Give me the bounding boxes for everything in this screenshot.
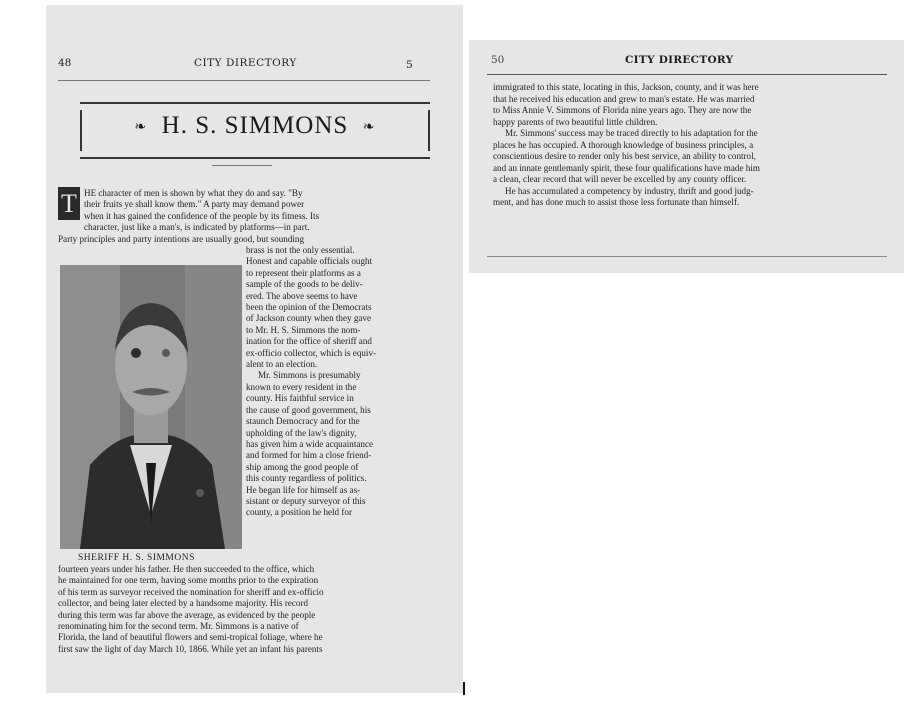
text-line: sistant or deputy surveyor of this: [246, 495, 366, 506]
text-line: ered. The above seems to have: [246, 290, 358, 301]
text-line: of his term as surveyor received the nomination for sheriff and ex-officio: [58, 586, 324, 597]
text-line: brass is not the only essential.: [246, 245, 355, 255]
left-page-number: 48: [58, 57, 72, 69]
title-underline: [212, 165, 272, 166]
cursor-mark: [463, 682, 465, 695]
text-line: to Mr. H. S. Simmons the nom-: [246, 324, 361, 335]
text-line: that he received his education and grew to man's estate. He was married: [493, 93, 755, 104]
text-line: first saw the light of day March 10, 1866. While yet an infant his parents: [58, 643, 323, 654]
left-corner-mark: 5: [406, 59, 413, 71]
text-line: been the opinion of the Democrats: [246, 302, 372, 313]
left-page: [46, 5, 463, 693]
text-line: and formed for him a close friend-: [246, 450, 372, 461]
right-page-number: 50: [491, 54, 505, 66]
right-ornament-icon: ❧: [362, 119, 376, 135]
title-box: [80, 102, 430, 159]
right-running-head: CITY DIRECTORY: [625, 54, 734, 66]
text-line: ment, and has done much to assist those less fortunate than himself.: [493, 197, 740, 207]
right-page-text: [493, 82, 887, 209]
text-line: county. His faithful service in: [246, 393, 354, 404]
photo-caption: SHERIFF H. S. SIMMONS: [78, 553, 195, 563]
text-line: renominating him for the second term. Mr. Simmons is a native of: [58, 621, 299, 632]
text-line: the cause of good government, his: [246, 404, 371, 415]
text-line: to represent their platforms as a: [246, 267, 361, 278]
text-line: happy parents of two beautiful little children.: [493, 116, 658, 127]
drop-cap: T: [58, 187, 80, 220]
text-line: conscientious desire to render only his best service, an ability to control,: [493, 151, 756, 161]
text-line: county, a position he held for: [246, 507, 352, 518]
text-line: ship among the good people of: [246, 461, 359, 472]
text-line: a clean, clear record that will never be excelled by any county officer.: [493, 174, 747, 184]
header-rule: [58, 80, 430, 81]
text-line: Mr. Simmons' success may be traced directly to his adaptation for the: [505, 128, 758, 138]
text-line: of Jackson county when they gave: [246, 313, 372, 324]
text-line: He has accumulated a competency by industry, thrift and good judg-: [505, 185, 754, 196]
article-title: [80, 112, 430, 140]
intro-paragraph: [58, 188, 430, 245]
portrait-image: [60, 265, 242, 549]
text-line: character, just like a man's, is indicated by platforms—in part.: [84, 222, 310, 233]
text-line: sample of the goods to be deliv-: [246, 279, 363, 290]
text-line: to Miss Annie V. Simmons of Florida nine years ago. They are now the: [493, 105, 752, 115]
text-line: ex-officio collector, which is equiv-: [246, 347, 377, 358]
text-line: Party principles and party intentions are usually good, but sounding: [58, 233, 304, 244]
text-line: immigrated to this state, locating in this, Jackson, county, and it was here: [493, 82, 759, 92]
text-line: Honest and capable officials ought: [246, 256, 373, 267]
bottom-paragraph: [58, 564, 430, 655]
text-line: he maintained for one term, having some months prior to the expiration: [58, 575, 319, 586]
text-line: Florida, the land of beautiful flowers and semi-tropical foliage, where he: [58, 632, 323, 643]
text-line: fourteen years under his father. He then succeeded to the office, which: [58, 564, 315, 574]
left-ornament-icon: ❧: [134, 119, 148, 135]
text-line: staunch Democracy and for the: [246, 416, 360, 427]
text-line: upholding of the law's dignity,: [246, 427, 357, 438]
text-line: alent to an election.: [246, 359, 318, 370]
text-line: He began life for himself as as-: [246, 484, 361, 495]
sheriff-portrait-photo: [60, 265, 242, 549]
text-line: and an innate gentlemanly spirit, these four qualifications have made him: [493, 162, 760, 173]
text-line: when it has gained the confidence of the people by its fitness. Its: [84, 210, 320, 221]
text-line: places he has occupied. A thorough knowledge of business principles, a: [493, 139, 754, 150]
right-page: [469, 40, 904, 273]
text-line: this county regardless of politics.: [246, 473, 367, 484]
text-line: ination for the office of sheriff and: [246, 336, 372, 347]
text-line: collector, and being later elected by a handsome majority. His record: [58, 598, 309, 609]
text-line: has given him a wide acquaintance: [246, 438, 374, 449]
text-line: Mr. Simmons is presumably: [258, 370, 361, 381]
right-footer-rule: [487, 256, 887, 257]
text-line: HE character of men is shown by what they do and say. "By: [84, 188, 303, 198]
text-line: during this term was far above the average, as evidenced by the people: [58, 609, 316, 620]
left-running-head: CITY DIRECTORY: [194, 57, 297, 69]
right-header-rule: [487, 74, 887, 75]
right-column-text: [246, 245, 430, 519]
text-line: known to every resident in the: [246, 381, 357, 392]
text-line: their fruits ye shall know them." A party may demand power: [84, 199, 305, 210]
article-title-text: H. S. SIMMONS: [161, 112, 349, 139]
